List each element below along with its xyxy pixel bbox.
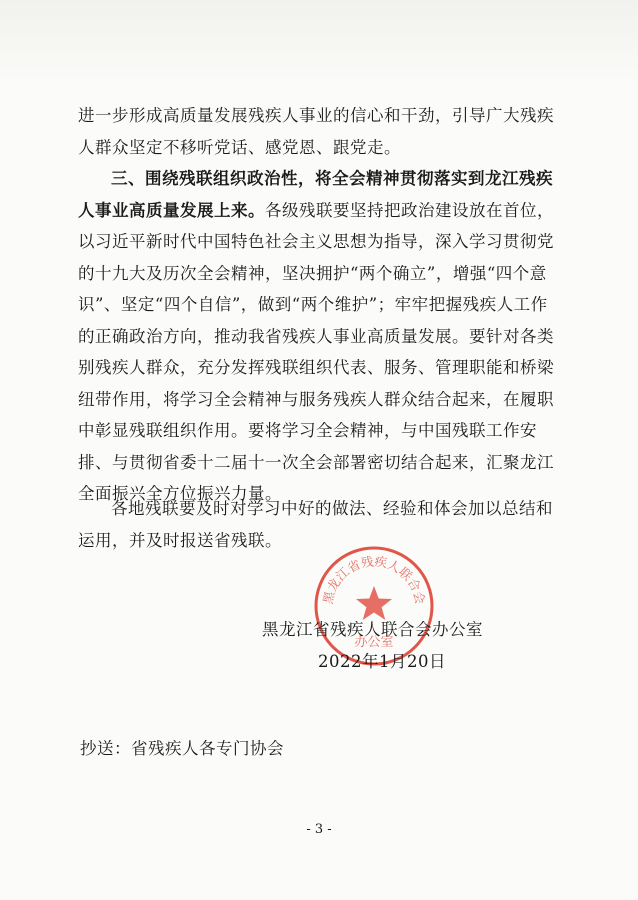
paragraph-continuation: 进一步形成高质量发展残疾人事业的信心和干劲，引导广大残疾人群众坚定不移听党话、感党恩、跟党走。 bbox=[78, 106, 554, 157]
scan-shadow bbox=[0, 0, 638, 90]
cc-line: 抄送：省残疾人各专门协会 bbox=[80, 739, 284, 758]
seal-text-bottom: 办公室 bbox=[354, 635, 394, 650]
issue-date: 2022年1月20日 bbox=[318, 652, 446, 671]
seal-star-icon bbox=[356, 586, 392, 620]
paragraph-4: 各地残联要及时对学习中好的做法、经验和体会加以总结和运用，并及时报送省残联。 bbox=[78, 499, 553, 550]
paragraph-section-3 bbox=[78, 163, 560, 510]
page-number: - 3 - bbox=[306, 822, 332, 837]
issuer-signature: 黑龙江省残疾人联合会办公室 bbox=[262, 620, 483, 639]
section-3-body: 各级残联要坚持把政治建设放在首位，以习近平新时代中国特色社会主义思想为指导，深入学习贯彻党的十九大及历次全会精神，坚决拥护“两个确立”，增强“四个意识”、坚定“四个自信”，做到“两个维护”；牢牢把握残疾人工作的正确政治方向，推动我省残疾人事业高质量发展。要针对各类别残疾人群众，充分发挥残联组织代表、服务、管理职能和桥梁纽带作用，将学习全会精神与服务残疾人群众结合起来，在履职中彰显残联组织作用。要将学习全会精神，与中国残联工作安排、与贯彻省委十二届十一次全会部署密切结合起来，汇聚龙江全面振兴全方位振兴力量。 bbox=[78, 200, 554, 503]
seal-text-top: 黑龙江省残疾人联合会 bbox=[319, 553, 429, 606]
section-3-heading: 三、围绕残联组织政治性，将全会精神贯彻落实到龙江残疾人事业高质量发展上来。 bbox=[78, 169, 553, 220]
